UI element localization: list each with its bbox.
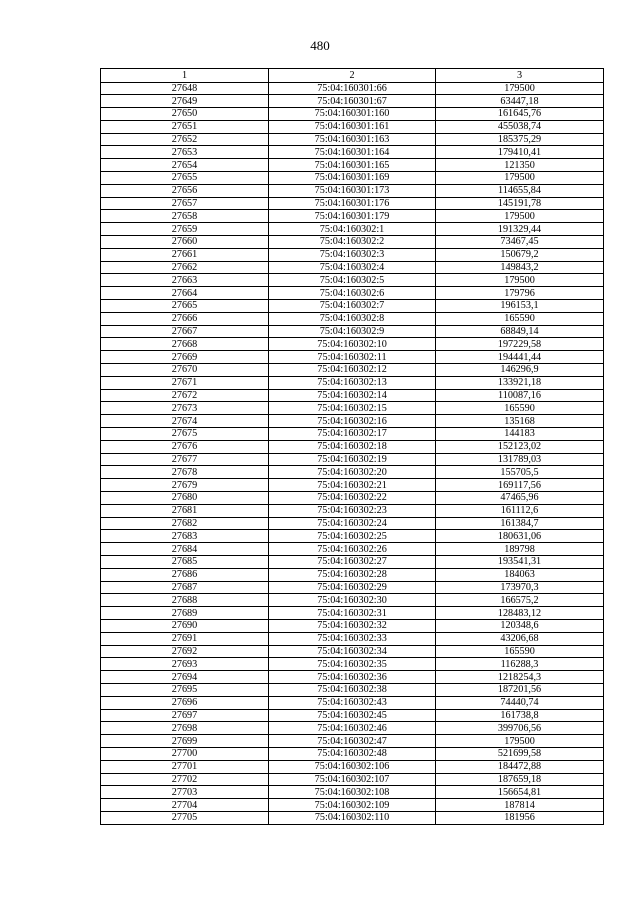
cadastral-number-cell: 75:04:160302:33 xyxy=(269,632,436,645)
row-number-cell: 27676 xyxy=(101,440,269,453)
row-number-cell: 27695 xyxy=(101,683,269,696)
cadastral-value-cell: 187201,56 xyxy=(436,683,604,696)
cadastral-number-cell: 75:04:160302:106 xyxy=(269,760,436,773)
table-row xyxy=(101,440,604,453)
row-number-cell: 27658 xyxy=(101,210,269,223)
row-number-cell: 27669 xyxy=(101,351,269,364)
table-row xyxy=(101,184,604,197)
table-row xyxy=(101,82,604,95)
cadastral-value-cell: 184063 xyxy=(436,568,604,581)
cadastral-number-cell: 75:04:160302:20 xyxy=(269,466,436,479)
row-number-cell: 27667 xyxy=(101,325,269,338)
cadastral-number-cell: 75:04:160301:173 xyxy=(269,184,436,197)
cadastral-number-cell: 75:04:160302:48 xyxy=(269,747,436,760)
table-row xyxy=(101,376,604,389)
cadastral-number-cell: 75:04:160302:108 xyxy=(269,786,436,799)
cadastral-number-cell: 75:04:160301:67 xyxy=(269,95,436,108)
row-number-cell: 27675 xyxy=(101,428,269,441)
cadastral-number-cell: 75:04:160302:24 xyxy=(269,517,436,530)
cadastral-number-cell: 75:04:160302:12 xyxy=(269,364,436,377)
cadastral-value-cell: 179500 xyxy=(436,735,604,748)
cadastral-number-cell: 75:04:160302:43 xyxy=(269,696,436,709)
cadastral-value-cell: 152123,02 xyxy=(436,440,604,453)
cadastral-number-cell: 75:04:160302:21 xyxy=(269,479,436,492)
row-number-cell: 27682 xyxy=(101,517,269,530)
cadastral-number-cell: 75:04:160302:36 xyxy=(269,671,436,684)
cadastral-value-cell: 521699,58 xyxy=(436,747,604,760)
cadastral-value-cell: 131789,03 xyxy=(436,453,604,466)
cadastral-number-cell: 75:04:160301:165 xyxy=(269,159,436,172)
table-row xyxy=(101,645,604,658)
cadastral-value-cell: 149843,2 xyxy=(436,261,604,274)
table-row xyxy=(101,159,604,172)
row-number-cell: 27656 xyxy=(101,184,269,197)
cadastral-value-cell: 146296,9 xyxy=(436,364,604,377)
cadastral-number-cell: 75:04:160302:19 xyxy=(269,453,436,466)
table-row xyxy=(101,555,604,568)
cadastral-number-cell: 75:04:160302:23 xyxy=(269,504,436,517)
cadastral-value-cell: 116288,3 xyxy=(436,658,604,671)
row-number-cell: 27692 xyxy=(101,645,269,658)
cadastral-value-cell: 169117,56 xyxy=(436,479,604,492)
cadastral-number-cell: 75:04:160302:28 xyxy=(269,568,436,581)
table-row xyxy=(101,120,604,133)
cadastral-number-cell: 75:04:160302:6 xyxy=(269,287,436,300)
row-number-cell: 27702 xyxy=(101,773,269,786)
table-row xyxy=(101,287,604,300)
cadastral-value-cell: 191329,44 xyxy=(436,223,604,236)
table-row xyxy=(101,210,604,223)
table-row xyxy=(101,709,604,722)
table-row xyxy=(101,530,604,543)
table-row xyxy=(101,683,604,696)
table-row xyxy=(101,581,604,594)
cadastral-value-cell: 110087,16 xyxy=(436,389,604,402)
cadastral-value-cell: 193541,31 xyxy=(436,555,604,568)
row-number-cell: 27677 xyxy=(101,453,269,466)
cadastral-value-cell: 196153,1 xyxy=(436,300,604,313)
cadastral-value-cell: 47465,96 xyxy=(436,492,604,505)
row-number-cell: 27674 xyxy=(101,415,269,428)
cadastral-number-cell: 75:04:160302:26 xyxy=(269,543,436,556)
table-row xyxy=(101,517,604,530)
row-number-cell: 27648 xyxy=(101,82,269,95)
cadastral-number-cell: 75:04:160302:34 xyxy=(269,645,436,658)
cadastral-number-cell: 75:04:160302:13 xyxy=(269,376,436,389)
cadastral-value-cell: 179500 xyxy=(436,82,604,95)
table-row xyxy=(101,466,604,479)
cadastral-value-cell: 63447,18 xyxy=(436,95,604,108)
cadastral-value-cell: 68849,14 xyxy=(436,325,604,338)
row-number-cell: 27689 xyxy=(101,607,269,620)
cadastral-number-cell: 75:04:160302:10 xyxy=(269,338,436,351)
table-row xyxy=(101,632,604,645)
cadastral-number-cell: 75:04:160302:30 xyxy=(269,594,436,607)
table-row xyxy=(101,786,604,799)
cadastral-number-cell: 75:04:160301:66 xyxy=(269,82,436,95)
table-row xyxy=(101,133,604,146)
table-row xyxy=(101,773,604,786)
table-row xyxy=(101,325,604,338)
row-number-cell: 27694 xyxy=(101,671,269,684)
cadastral-number-cell: 75:04:160301:163 xyxy=(269,133,436,146)
cadastral-number-cell: 75:04:160302:5 xyxy=(269,274,436,287)
row-number-cell: 27697 xyxy=(101,709,269,722)
column-header-2: 2 xyxy=(269,69,436,83)
column-header-1: 1 xyxy=(101,69,269,83)
cadastral-value-cell: 184472,88 xyxy=(436,760,604,773)
cadastral-value-cell: 455038,74 xyxy=(436,120,604,133)
row-number-cell: 27661 xyxy=(101,248,269,261)
cadastral-number-cell: 75:04:160301:161 xyxy=(269,120,436,133)
cadastral-number-cell: 75:04:160302:3 xyxy=(269,248,436,261)
table-row xyxy=(101,146,604,159)
cadastral-value-cell: 194441,44 xyxy=(436,351,604,364)
cadastral-number-cell: 75:04:160302:11 xyxy=(269,351,436,364)
cadastral-number-cell: 75:04:160302:16 xyxy=(269,415,436,428)
table-row xyxy=(101,351,604,364)
cadastral-value-cell: 150679,2 xyxy=(436,248,604,261)
cadastral-number-cell: 75:04:160301:160 xyxy=(269,108,436,121)
cadastral-value-cell: 135168 xyxy=(436,415,604,428)
table-row xyxy=(101,197,604,210)
cadastral-number-cell: 75:04:160302:25 xyxy=(269,530,436,543)
table-row xyxy=(101,594,604,607)
row-number-cell: 27688 xyxy=(101,594,269,607)
cadastral-value-cell: 179500 xyxy=(436,172,604,185)
cadastral-value-cell: 166575,2 xyxy=(436,594,604,607)
cadastral-value-cell: 189798 xyxy=(436,543,604,556)
cadastral-number-cell: 75:04:160302:18 xyxy=(269,440,436,453)
cadastral-value-cell: 74440,74 xyxy=(436,696,604,709)
cadastral-value-cell: 145191,78 xyxy=(436,197,604,210)
cadastral-value-cell: 156654,81 xyxy=(436,786,604,799)
row-number-cell: 27652 xyxy=(101,133,269,146)
cadastral-value-cell: 399706,56 xyxy=(436,722,604,735)
table-row xyxy=(101,312,604,325)
row-number-cell: 27651 xyxy=(101,120,269,133)
table-row xyxy=(101,607,604,620)
cadastral-value-cell: 1218254,3 xyxy=(436,671,604,684)
row-number-cell: 27664 xyxy=(101,287,269,300)
table-row xyxy=(101,811,604,824)
cadastral-value-cell: 165590 xyxy=(436,312,604,325)
row-number-cell: 27657 xyxy=(101,197,269,210)
row-number-cell: 27670 xyxy=(101,364,269,377)
table-row xyxy=(101,248,604,261)
table-row xyxy=(101,364,604,377)
cadastral-number-cell: 75:04:160302:38 xyxy=(269,683,436,696)
row-number-cell: 27693 xyxy=(101,658,269,671)
row-number-cell: 27696 xyxy=(101,696,269,709)
table-row xyxy=(101,389,604,402)
row-number-cell: 27650 xyxy=(101,108,269,121)
row-number-cell: 27663 xyxy=(101,274,269,287)
cadastral-value-cell: 155705,5 xyxy=(436,466,604,479)
table-row xyxy=(101,223,604,236)
row-number-cell: 27649 xyxy=(101,95,269,108)
cadastral-number-cell: 75:04:160302:110 xyxy=(269,811,436,824)
cadastral-value-cell: 165590 xyxy=(436,402,604,415)
cadastral-value-cell: 185375,29 xyxy=(436,133,604,146)
row-number-cell: 27681 xyxy=(101,504,269,517)
cadastral-value-cell: 165590 xyxy=(436,645,604,658)
cadastral-value-cell: 73467,45 xyxy=(436,236,604,249)
row-number-cell: 27703 xyxy=(101,786,269,799)
row-number-cell: 27679 xyxy=(101,479,269,492)
row-number-cell: 27672 xyxy=(101,389,269,402)
table-row xyxy=(101,504,604,517)
cadastral-value-cell: 197229,58 xyxy=(436,338,604,351)
row-number-cell: 27700 xyxy=(101,747,269,760)
cadastral-value-cell: 179410,41 xyxy=(436,146,604,159)
cadastral-value-cell: 114655,84 xyxy=(436,184,604,197)
table-row xyxy=(101,799,604,812)
cadastral-value-cell: 128483,12 xyxy=(436,607,604,620)
cadastral-value-cell: 161112,6 xyxy=(436,504,604,517)
cadastral-number-cell: 75:04:160302:107 xyxy=(269,773,436,786)
cadastral-value-cell: 120348,6 xyxy=(436,619,604,632)
cadastral-value-cell: 181956 xyxy=(436,811,604,824)
cadastral-number-cell: 75:04:160302:14 xyxy=(269,389,436,402)
row-number-cell: 27687 xyxy=(101,581,269,594)
cadastral-number-cell: 75:04:160302:9 xyxy=(269,325,436,338)
table-row xyxy=(101,415,604,428)
row-number-cell: 27653 xyxy=(101,146,269,159)
cadastral-number-cell: 75:04:160301:169 xyxy=(269,172,436,185)
table-row xyxy=(101,172,604,185)
table-row xyxy=(101,747,604,760)
row-number-cell: 27686 xyxy=(101,568,269,581)
row-number-cell: 27690 xyxy=(101,619,269,632)
cadastral-number-cell: 75:04:160302:27 xyxy=(269,555,436,568)
cadastral-number-cell: 75:04:160302:17 xyxy=(269,428,436,441)
row-number-cell: 27684 xyxy=(101,543,269,556)
cadastral-number-cell: 75:04:160302:2 xyxy=(269,236,436,249)
cadastral-number-cell: 75:04:160302:32 xyxy=(269,619,436,632)
cadastral-value-table xyxy=(100,68,604,825)
cadastral-value-cell: 161738,8 xyxy=(436,709,604,722)
table-row xyxy=(101,108,604,121)
row-number-cell: 27683 xyxy=(101,530,269,543)
cadastral-number-cell: 75:04:160302:1 xyxy=(269,223,436,236)
table-row xyxy=(101,543,604,556)
cadastral-number-cell: 75:04:160301:164 xyxy=(269,146,436,159)
table-row xyxy=(101,696,604,709)
table-row xyxy=(101,722,604,735)
table-row xyxy=(101,671,604,684)
cadastral-value-cell: 179500 xyxy=(436,210,604,223)
table-row xyxy=(101,760,604,773)
row-number-cell: 27671 xyxy=(101,376,269,389)
table-header-row xyxy=(101,69,604,83)
cadastral-number-cell: 75:04:160302:31 xyxy=(269,607,436,620)
row-number-cell: 27704 xyxy=(101,799,269,812)
row-number-cell: 27698 xyxy=(101,722,269,735)
row-number-cell: 27705 xyxy=(101,811,269,824)
cadastral-number-cell: 75:04:160302:35 xyxy=(269,658,436,671)
table-row xyxy=(101,658,604,671)
table-row xyxy=(101,236,604,249)
row-number-cell: 27691 xyxy=(101,632,269,645)
cadastral-number-cell: 75:04:160302:45 xyxy=(269,709,436,722)
row-number-cell: 27668 xyxy=(101,338,269,351)
cadastral-value-cell: 133921,18 xyxy=(436,376,604,389)
row-number-cell: 27659 xyxy=(101,223,269,236)
table-row xyxy=(101,619,604,632)
table-row xyxy=(101,274,604,287)
cadastral-value-cell: 43206,68 xyxy=(436,632,604,645)
cadastral-number-cell: 75:04:160302:7 xyxy=(269,300,436,313)
row-number-cell: 27685 xyxy=(101,555,269,568)
page-number: 480 xyxy=(310,38,330,53)
table-row xyxy=(101,261,604,274)
cadastral-number-cell: 75:04:160302:109 xyxy=(269,799,436,812)
table-body xyxy=(101,82,604,824)
table-row xyxy=(101,402,604,415)
cadastral-value-cell: 173970,3 xyxy=(436,581,604,594)
cadastral-number-cell: 75:04:160301:176 xyxy=(269,197,436,210)
cadastral-value-cell: 161384,7 xyxy=(436,517,604,530)
table-row xyxy=(101,300,604,313)
table-row xyxy=(101,338,604,351)
cadastral-number-cell: 75:04:160302:4 xyxy=(269,261,436,274)
row-number-cell: 27665 xyxy=(101,300,269,313)
cadastral-value-cell: 179796 xyxy=(436,287,604,300)
table-row xyxy=(101,735,604,748)
row-number-cell: 27655 xyxy=(101,172,269,185)
cadastral-number-cell: 75:04:160302:8 xyxy=(269,312,436,325)
cadastral-number-cell: 75:04:160302:29 xyxy=(269,581,436,594)
cadastral-number-cell: 75:04:160302:47 xyxy=(269,735,436,748)
cadastral-number-cell: 75:04:160302:46 xyxy=(269,722,436,735)
cadastral-value-cell: 187814 xyxy=(436,799,604,812)
cadastral-value-cell: 121350 xyxy=(436,159,604,172)
row-number-cell: 27680 xyxy=(101,492,269,505)
row-number-cell: 27662 xyxy=(101,261,269,274)
row-number-cell: 27673 xyxy=(101,402,269,415)
cadastral-value-cell: 180631,06 xyxy=(436,530,604,543)
column-header-3: 3 xyxy=(436,69,604,83)
row-number-cell: 27701 xyxy=(101,760,269,773)
table-row xyxy=(101,492,604,505)
cadastral-number-cell: 75:04:160301:179 xyxy=(269,210,436,223)
table-row xyxy=(101,479,604,492)
table-row xyxy=(101,95,604,108)
table-row xyxy=(101,453,604,466)
cadastral-number-cell: 75:04:160302:22 xyxy=(269,492,436,505)
table-row xyxy=(101,568,604,581)
cadastral-value-cell: 144183 xyxy=(436,428,604,441)
cadastral-value-cell: 179500 xyxy=(436,274,604,287)
row-number-cell: 27699 xyxy=(101,735,269,748)
cadastral-value-cell: 187659,18 xyxy=(436,773,604,786)
row-number-cell: 27666 xyxy=(101,312,269,325)
table-row xyxy=(101,428,604,441)
row-number-cell: 27678 xyxy=(101,466,269,479)
cadastral-number-cell: 75:04:160302:15 xyxy=(269,402,436,415)
row-number-cell: 27654 xyxy=(101,159,269,172)
row-number-cell: 27660 xyxy=(101,236,269,249)
cadastral-value-cell: 161645,76 xyxy=(436,108,604,121)
